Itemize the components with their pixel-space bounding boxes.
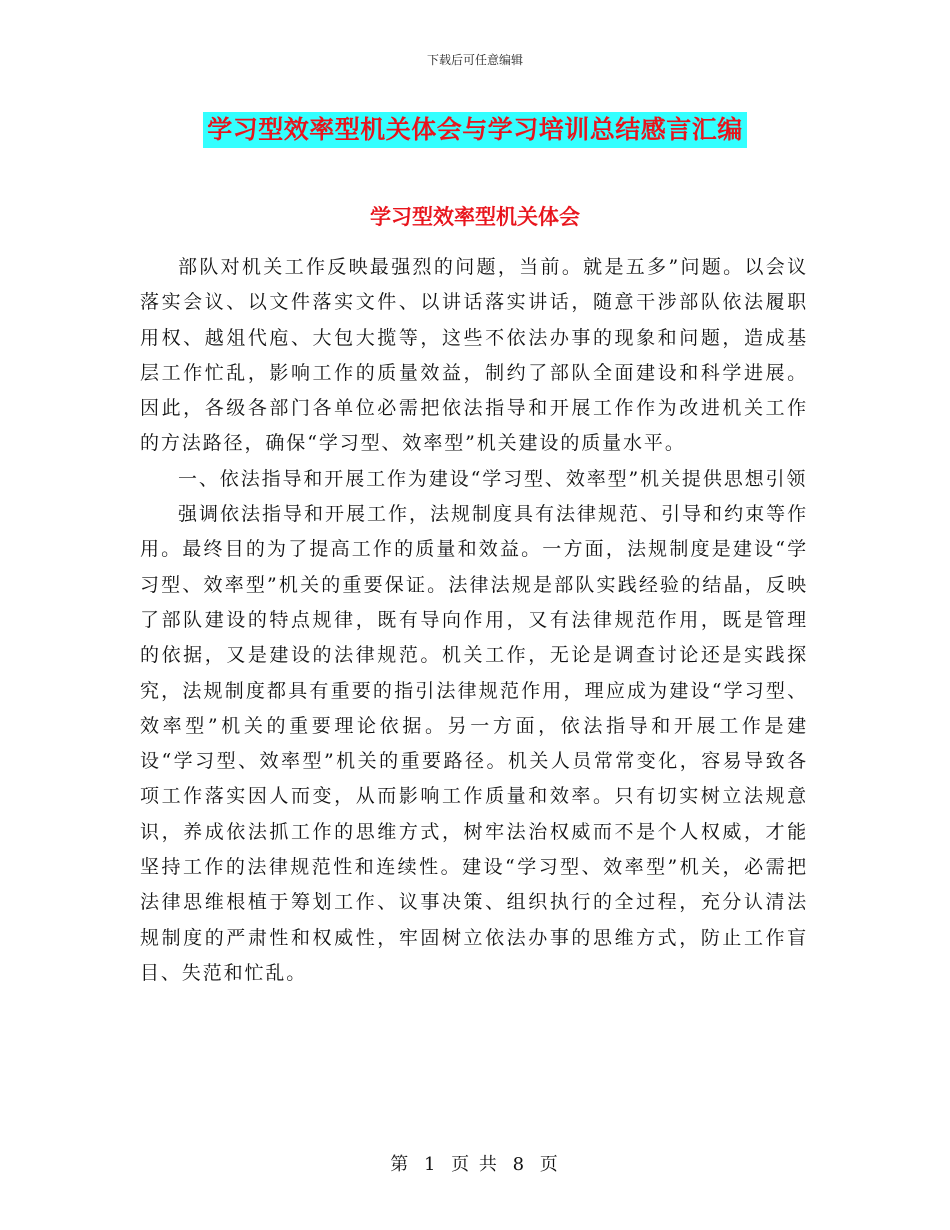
main-title-container (0, 112, 950, 148)
footer-suffix: 页 (539, 1154, 560, 1175)
footer-total-pages: 8 (512, 1154, 527, 1175)
main-title: 学习型效率型机关体会与学习培训总结感言汇编 (203, 112, 747, 148)
body-paragraph-intro: 部队对机关工作反映最强烈的问题，当前。就是五多”问题。以会议落实会议、以文件落实文件、以讲话落实讲话，随意干涉部队依法履职用权、越俎代庖、大包大揽等，这些不依法办事的现象和问题，造成基层工作忙乱，影响工作的质量效益，制约了部队全面建设和科学进展。因此，各级各部门各单位必需把依法指导和开展工作作为改进机关工作的方法路径，确保“学习型、效率型”机关建设的质量水平。 (140, 256, 808, 455)
section-title: 学习型效率型机关体会 (370, 205, 580, 229)
page-footer (0, 1153, 950, 1177)
body-heading-section-1: 一、依法指导和开展工作为建设“学习型、效率型”机关提供思想引领 (178, 467, 808, 490)
header-note: 下载后可任意编辑 (426, 53, 523, 67)
body-paragraph-section-1: 强调依法指导和开展工作，法规制度具有法律规范、引导和约束等作用。最终目的为了提高工作的质量和效益。一方面，法规制度是建设“学习型、效率型”机关的重要保证。法律法规是部队实践经验的结晶，反映了部队建设的特点规律，既有导向作用，又有法律规范作用，既是管理的依据，又是建设的法律规范。机关工作，无论是调查讨论还是实践探究，法规制度都具有重要的指引法律规范作用，理应成为建设“学习型、效率型”机关的重要理论依据。另一方面，依法指导和开展工作是建设“学习型、效率型”机关的重要路径。机关人员常常变化，容易导致各项工作落实因人而变，从而影响工作质量和效率。只有切实树立法规意识，养成依法抓工作的思维方式，树牢法治权威而不是个人权威，才能坚持工作的法律规范性和连续性。建设“学习型、效率型”机关，必需把法律思维根植于筹划工作、议事决策、组织执行的全过程，充分认清法规制度的严肃性和权威性，牢固树立依法办事的思维方式，防止工作盲目、失范和忙乱。 (140, 503, 808, 984)
footer-prefix: 第 (390, 1154, 411, 1175)
document-body (140, 250, 808, 991)
footer-page-number: 1 (423, 1154, 438, 1175)
footer-middle: 页 共 (451, 1154, 499, 1175)
